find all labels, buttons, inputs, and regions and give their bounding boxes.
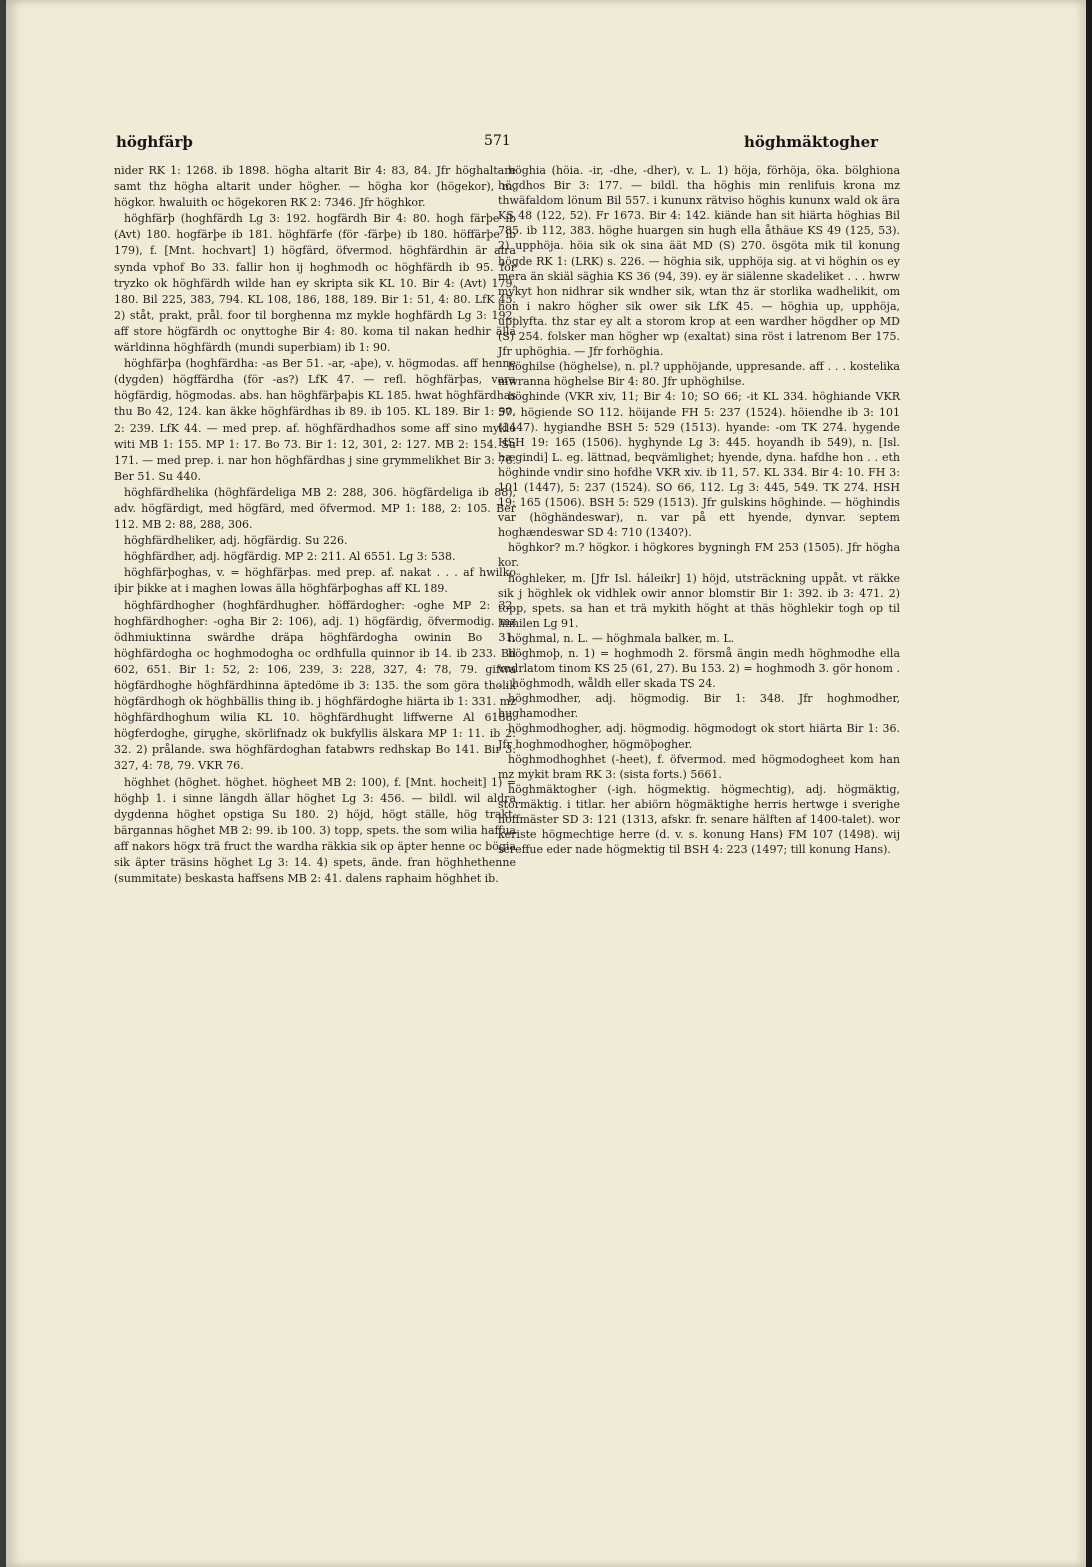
page-number: 571 (484, 133, 511, 149)
entry-hoghfarthoghas: höghfärþoghas, v. = höghfärþas. med prep. af. nakat . . . af hwilko iþir þikke at i maghen lowas älla höghfärþoghas aff KL 189. (114, 566, 516, 596)
entry-hoghilse: höghilse (höghelse), n. pl.? upphöjande, uppresande. aff . . . kostelika mwranna höghelse Bir 4: 80. Jfr uphöghilse. (498, 360, 900, 389)
left-column (114, 163, 516, 887)
entry-hoghmodhoghhet: höghmodhoghhet (-heet), f. öfvermod. med högmodogheet kom han mz mykit bram RK 3: (sista forts.) 5661. (498, 752, 900, 781)
entry-hoghfarth: höghfärþ (hoghfärdh Lg 3: 192. hogfärdh Bir 4: 80. hogh färþe ib (Avt) 180. hogfärþe ib 181. höghfärfe (för -färþe) ib 180. höffärþe ib 179), f. [Mnt. hochvart] 1) högfärd, öfvermod. höghfärdhin är alra synda vphof Bo 33. fallir hon ij hoghmodh oc höghfärdh ib 95. for tryzko ok höghfärdh wilde han ey skripta sik KL 10. Bir 4: (Avt) 179, 180. Bil 225, 383, 794. KL 108, 186, 188, 189. Bir 1: 51, 4: 80. LfK 45. 2) ståt, prakt, prål. foor til borghenna mz mykle hoghfärdh Lg 3: 192. aff store högfärdh oc onyttoghe Bir 4: 80. koma til nakan hedhir älla wärldinna höghfärdh (mundi superbiam) ib 1: 90. (114, 212, 516, 355)
entry-hoghmodhogher: höghmodhogher, adj. högmodig. högmodogt ok stort hiärta Bir 1: 36. Jfr hoghmodhogher, högmöþogher. (498, 722, 900, 751)
entry-hoghfardhelika: höghfärdhelika (höghfärdeliga MB 2: 288, 306. högfärdeliga ib 88), adv. högfärdigt, med högfärd, med öfvermod. MP 1: 188, 2: 105. Ber 112. MB 2: 88, 288, 306. (114, 485, 516, 532)
dictionary-page (6, 0, 1086, 1567)
entry-hoghfardher: höghfärdher, adj. högfärdig. MP 2: 211. Al 6551. Lg 3: 538. (124, 550, 456, 564)
entry-hoghfardhogher: höghfärdhogher (hoghfärdhugher. höffärdogher: -oghe MP 2: 32. hoghfärdhogher: -ogha Bir 2: 106), adj. 1) högfärdig, öfvermodig. mz ödhmiuktinna swärdhe dräpa höghfärdogha owinin Bo 31. höghfärdogha oc hoghmodogha oc ordhfulla quinnor ib 14. ib 233. Bil 602, 651. Bir 1: 52, 2: 106, 239, 3: 228, 327, 4: 78, 79. gifwa högfärdhoghe höghfärdhinna äptedöme ib 3: 135. the som göra tholik högfärdhogh ok höghbällis thing ib. j höghfärdoghe hiärta ib 1: 331. mz höghfärdhoghum wilia KL 10. höghfärdhught liffwerne Al 6186. högferdoghe, giru̥ghe, skörlifnadz ok bukfyllis älskara MP 1: 11. ib 2: 32. 2) prålande. swa höghfärdoghan fatabwrs redhskap Bo 141. Bir 3: 327, 4: 78, 79. VKR 76. (114, 598, 516, 773)
running-head-right: höghmäktogher (744, 133, 879, 151)
entry-hoghmal: höghmal, n. L. — höghmala balker, m. L. (508, 631, 735, 645)
entry-hoghfartha: höghfärþa (hoghfärdha: -as Ber 51. -ar, -aþe), v. högmodas. aff henne (dygden) högffärdha (för -as?) LfK 47. — refl. höghfärþas, vara högfärdig, högmodas. abs. han höghfärþaþis KL 185. hwat höghfärdhas thu Bo 42, 124. kan äkke höghfärdhas ib 89. ib 105. KL 189. Bir 1: 90, 2: 239. LfK 44. — med prep. af. höghfärdhadhos some aff sino myklo witi MB 1: 155. MP 1: 17. Bo 73. Bir 1: 12, 301, 2: 127. MB 2: 154. Su 171. — med prep. i. nar hon höghfärdhas j sine grymmelikhet Bir 3: 76. Ber 51. Su 440. (114, 357, 516, 483)
entry-hoghfardheliker: höghfärdheliker, adj. högfärdig. Su 226. (124, 534, 348, 548)
entry-hoghia: höghia (höia. -ir, -dhe, -dher), v. L. 1) höja, förhöja, öka. bölghiona högdhos Bir 3: 177. — bildl. tha höghis min renlifuis krona mz thwäfaldom lönum Bil 557. i kununx rätviso höghis kununx wald ok ära KS 48 (122, 52). Fr 1673. Bir 4: 142. kiände han sit hiärta höghias Bil 785. ib 112, 383. höghe huargen sin hugh ella åthäue KS 49 (125, 53). 2) upphöja. höia sik ok sina äät MD (S) 270. ösgöta mik til konung högde RK 1: (LRK) s. 226. — höghia sik, upphöja sig. at vi höghin os ey mera än skiäl säghia KS 36 (94, 39). ey är siälenne skadeliket . . . hwrw mykyt hon nidhrar sik wndher sik, wtan thz är storlika wadhelikit, om hon i nakro högher sik ower sik LfK 45. — höghia up, upphöja, upplyfta. thz star ey alt a storom krop at een wardher högdher op MD (S) 254. folsker man högher wp (exaltat) sina röst i latrenom Ber 175. Jfr uphöghia. — Jfr forhöghia. (498, 164, 900, 359)
right-column (498, 163, 900, 857)
entry-hoghmoth: höghmoþ, n. 1) = hoghmodh 2. försmå ängin medh höghmodhe ella vndrlatom tinom KS 25 (61, 27). Bu 153. 2) = hoghmodh 3. gör honom . . . höghmodh, wåldh eller skada TS 24. (498, 647, 900, 691)
running-head-left: höghfärþ (116, 133, 193, 151)
entry-hoghkor: höghkor? m.? högkor. i högkores bygningh FM 253 (1505). Jfr högha kor. (498, 541, 900, 570)
entry-hoghinde: höghinde (VKR xiv, 11; Bir 4: 10; SO 66; -it KL 334. höghiande VKR 57. högiende SO 112. höijande FH 5: 237 (1524). höiendhe ib 3: 101 (1447). hygiandhe BSH 5: 529 (1513). hyande: -om TK 274. hygende HSH 19: 165 (1506). hyghynde Lg 3: 445. hoyandh ib 549), n. [Isl. hægindi] L. eg. lättnad, beqvämlighet; hyende, dyna. hafdhe hon . . eth höghinde vndir sino hofdhe VKR xiv. ib 11, 57. KL 334. Bir 4: 10. FH 3: 101 (1447), 5: 237 (1524). SO 66, 112. Lg 3: 445, 549. TK 274. HSH 19: 165 (1506). BSH 5: 529 (1513). Jfr gulskins höghinde. — höghindis var (höghändeswar), n. var på ett hyende, dynvar. septem hoghændeswar SD 4: 710 (1340?). (498, 390, 900, 540)
entry-continuation: nider RK 1: 1268. ib 1898. högha altarit Bir 4: 83, 84. Jfr höghaltare samt thz högha altarit under högher. — högha kor (högekor), m. högkor. hwaluith oc högekoren RK 2: 7346. Jfr höghkor. (114, 164, 516, 210)
entry-hoghmodher: höghmodher, adj. högmodig. Bir 1: 348. Jfr hoghmodher, hughamodher. (498, 692, 900, 721)
entry-hoghleker: höghleker, m. [Jfr Isl. háleikr] 1) höjd, utsträckning uppåt. vt räkke sik j höghlek ok vidhlek owir annor blomstir Bir 1: 392. ib 3: 471. 2) topp, spets. sa han et trä mykith höght at thäs höghlekir togh op til himilen Lg 91. (498, 571, 900, 630)
entry-hoghhet: höghhet (höghet. höghet. högheet MB 2: 100), f. [Mnt. hocheit] 1) = höghþ 1. i sinne längdh ällar höghet Lg 3: 456. — bildl. wil aldra dygdenna höghet opstiga Su 180. 2) höjd, högt ställe, hög trakt. bärgannas höghet MB 2: 99. ib 100. 3) topp, spets. the som wilia haffua aff nakors högx trä fruct the wardha räkkia sik op äpter henne oc bögia sik äpter träsins höghet Lg 3: 14. 4) spets, ände. fran höghhethenne (summitate) beskasta haffsens MB 2: 41. dalens raphaim höghhet ib. (114, 775, 516, 886)
entry-hoghmaktogher: höghmäktogher (-igh. högmektig. högmechtig), adj. högmäktig, stormäktig. i titlar. her abiörn högmäktighe herris hertwge i sverighe hoffmäster SD 3: 121 (1313, afskr. fr. senare hälften af 1400-talet). wor keriste högmechtige herre (d. v. s. konung Hans) FM 107 (1498). wij screffue eder nade högmektig til BSH 4: 223 (1497; till konung Hans). (498, 782, 900, 857)
page-shadow-right (1086, 0, 1092, 1567)
